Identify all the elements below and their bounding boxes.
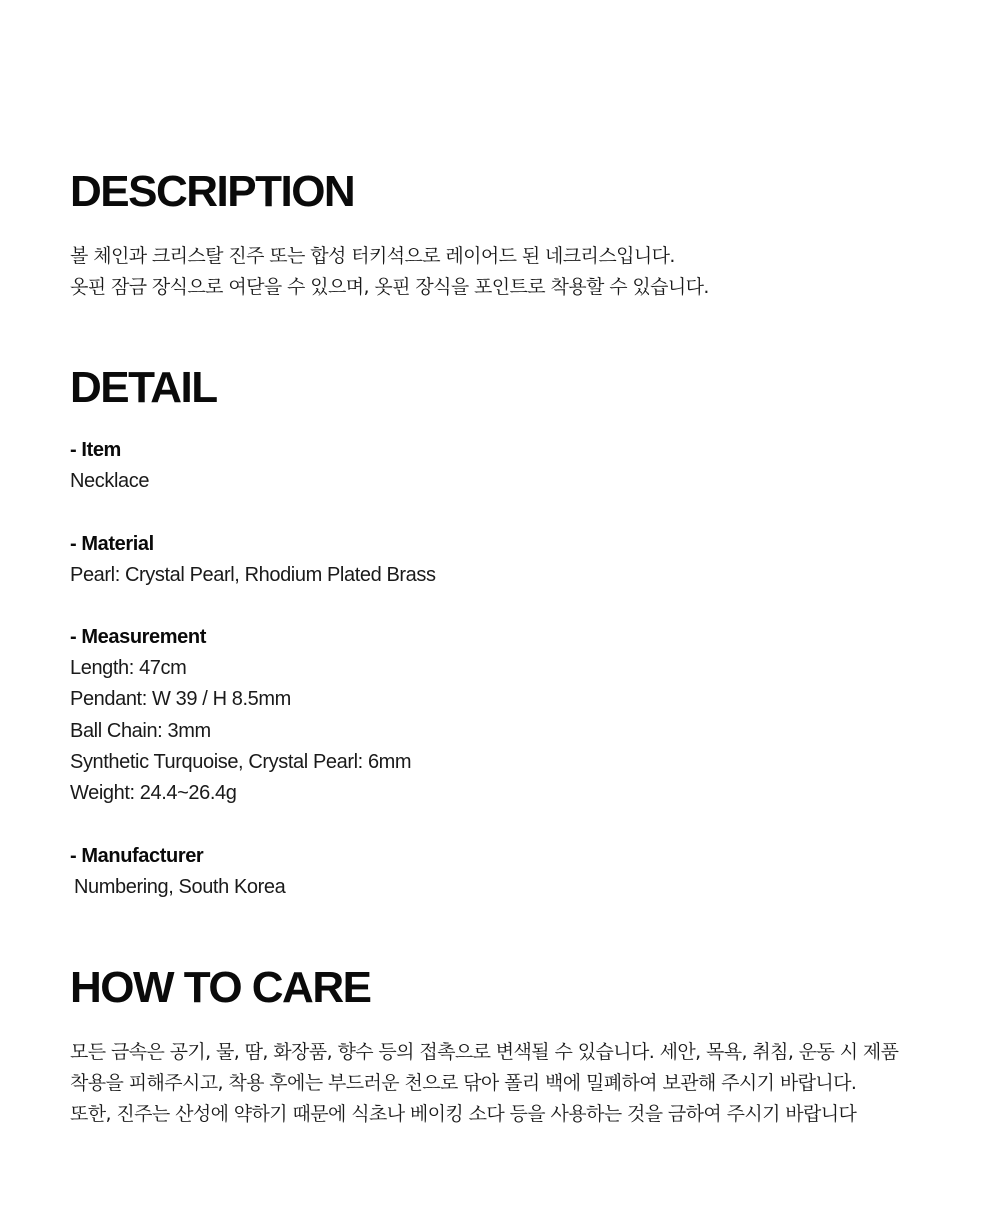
care-heading: HOW TO CARE (70, 963, 371, 1012)
detail-manufacturer-value: Numbering, South Korea (74, 876, 286, 899)
measurement-weight: Weight: 24.4~26.4g (70, 782, 237, 805)
detail-material (70, 529, 436, 591)
description-text (70, 241, 709, 303)
detail-measurement (70, 622, 411, 809)
detail-item-value: Necklace (70, 470, 150, 493)
description-line: 볼 체인과 크리스탈 진주 또는 합성 터키석으로 레이어드 된 네크리스입니다. (70, 245, 675, 267)
detail-material-label: - Material (70, 533, 154, 555)
detail-heading: DETAIL (70, 363, 217, 412)
measurement-ball-chain: Ball Chain: 3mm (70, 719, 211, 742)
care-line: 착용을 피해주시고, 착용 후에는 부드러운 천으로 닦아 폴리 백에 밀폐하여 보관해 주시기 바랍니다. (70, 1072, 857, 1094)
detail-manufacturer-label: - Manufacturer (70, 845, 204, 867)
measurement-length: Length: 47cm (70, 657, 187, 680)
description-heading: DESCRIPTION (70, 167, 355, 216)
care-text (70, 1037, 898, 1130)
care-line: 또한, 진주는 산성에 약하기 때문에 식초나 베이킹 소다 등을 사용하는 것을 금하여 주시기 바랍니다 (70, 1103, 857, 1125)
measurement-pendant: Pendant: W 39 / H 8.5mm (70, 688, 291, 711)
measurement-pearl: Synthetic Turquoise, Crystal Pearl: 6mm (70, 750, 412, 773)
detail-manufacturer (70, 841, 285, 903)
detail-item-label: - Item (70, 439, 121, 461)
care-line: 모든 금속은 공기, 물, 땀, 화장품, 향수 등의 접촉으로 변색될 수 있습니다. 세안, 목욕, 취침, 운동 시 제품 (70, 1041, 899, 1063)
detail-item (70, 435, 149, 497)
description-line: 옷핀 잠금 장식으로 여닫을 수 있으며, 옷핀 장식을 포인트로 착용할 수 있습니다. (70, 276, 709, 298)
detail-measurement-label: - Measurement (70, 626, 206, 648)
detail-material-value: Pearl: Crystal Pearl, Rhodium Plated Brass (70, 564, 436, 587)
